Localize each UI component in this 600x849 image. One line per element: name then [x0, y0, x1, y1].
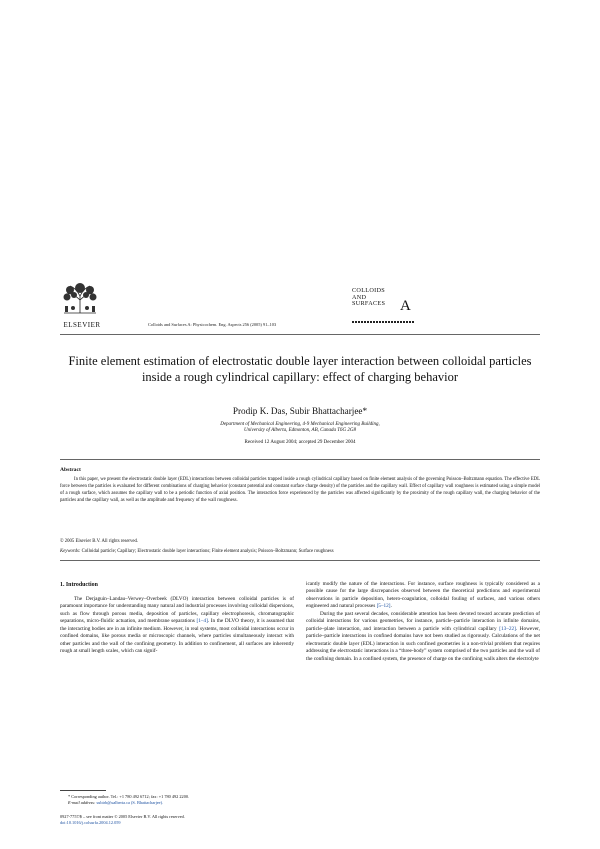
publisher-name: ELSEVIER	[63, 321, 101, 329]
keywords-text: Colloidal particle; Capillary; Electrostatic double layer interactions; Finite element analysis; Poisson–Boltzmann; Surface roughness	[81, 549, 334, 554]
footnote-line: * Corresponding author. Tel.: +1 780 492 6712; fax: +1 780 492 2200.	[68, 794, 190, 799]
journal-logo-line3: SURFACES	[352, 300, 386, 307]
abstract-heading: Abstract	[60, 467, 81, 473]
text-run: During the past several decades, considerable attention has been devoted toward accurate prediction of colloidal interactions for various geometries, for instance, particle–particle interaction in infinite domains, particle–plate interaction, and interaction between a particle with cylindrical capillary	[306, 610, 540, 632]
front-matter-line: 0927-7757/$ – see front matter © 2005 Elsevier B.V. All rights reserved.	[60, 814, 185, 819]
intro-paragraph-1-cont	[306, 581, 540, 611]
text-run: The Derjaguin–Landau–Verwey–Overbeek (DLVO) interaction between colloidal particles is of paramount importance for understanding many natural and industrial processes involving colloidal dispersions, such as flow through porous media, deposition of particles, capillary electrophoresis, chromatographic separations, micro-fluidic actuation, and membrane separations	[60, 596, 294, 625]
journal-logo	[352, 288, 414, 326]
email-link[interactable]: subirb@ualberta.ca (S. Bhattacharjee).	[96, 800, 164, 805]
doi-link[interactable]: doi:10.1016/j.colsurfa.2004.12.059	[60, 820, 121, 825]
citation-link[interactable]: [13–22]	[499, 625, 516, 632]
journal-logo-bar	[352, 321, 414, 323]
abstract-top-rule	[60, 459, 540, 460]
received-dates: Received 12 August 2004; accepted 29 December 2004	[244, 440, 356, 445]
affiliation-line-2: University of Alberta, Edmonton, AB, Canada T6G 2G8	[243, 428, 357, 434]
article-title: Finite element estimation of electrostatic double layer interaction between colloidal particles inside a rough cylindrical capillary: effect of charging behavior	[68, 354, 532, 384]
left-column	[60, 596, 294, 656]
citation-link[interactable]: [1–4]	[196, 618, 208, 625]
journal-logo-line2: AND	[352, 293, 367, 301]
email-label: E-mail address:	[68, 800, 96, 805]
text-run: .	[390, 603, 392, 610]
footnote-rule	[60, 790, 106, 791]
abstract-body: In this paper, we present the electrostatic double layer (EDL) interactions between colloidal particles trapped inside a rough cylindrical capillary based on finite element analysis of the governing Poisson–Boltzmann equation. The effective EDL force between the particles is evaluated for different combinations of charging behavior (constant potential and constant surface charge density) of the particles and the capillary wall. Effect of capillary wall roughness is estimated using a simple model of a rough surface, which assumes the capillary wall to be a periodic function of axial position. The interaction force experienced by the particles was affected significantly by the proximity of the rough capillary wall, the charging behavior of the particles and the capillary wall, as well as the amplitude and frequency of the wall roughness.	[60, 477, 540, 503]
right-column	[306, 581, 540, 663]
citation-link[interactable]: [5–12]	[376, 603, 391, 610]
keywords-label: Keywords:	[60, 549, 81, 554]
affiliation-line-1: Department of Mechanical Engineering, 4-9 Mechanical Engineering Building,	[220, 422, 380, 427]
header-rule	[60, 334, 540, 335]
corresponding-author-footnote	[60, 794, 294, 806]
journal-logo-line1: COLLOIDS	[352, 287, 385, 294]
author-affiliation	[60, 422, 540, 435]
abstract-bottom-rule	[60, 560, 540, 561]
elsevier-tree-icon	[60, 282, 100, 314]
text-run: icantly modify the nature of the interactions. For instance, surface roughness is typically considered as a possible cause for the large discrepancies observed between the theoretical predictions and experimental observations in particle deposition, hetero-coagulation, colloidal fouling of surfaces, and various others engineered and natural processes	[306, 581, 540, 610]
section-heading: 1. Introduction	[60, 582, 98, 588]
front-matter	[60, 814, 294, 826]
journal-citation: Colloids and Surfaces A: Physicochem. Eng. Aspects 256 (2005) 91–103	[148, 322, 277, 327]
publisher-logo	[60, 282, 104, 332]
keywords	[60, 549, 540, 554]
text-run: . However, particle–particle interactions in confined domains have not been studied as rigorously. Calculations of the net electrostatic double layer (EDL) interaction in such confined geometries is a non-trivial problem that requires addressing the electrostatic interactions in a “three-body” system comprised of the two particles and the wall of the confining domain. In a confined system, the presence of charge on the confining walls alters the electrolyte	[306, 625, 540, 662]
intro-paragraph-1	[60, 596, 294, 656]
text-run: . In the DLVO theory, it is assumed that the interacting bodies are in an infinite medium. However, in real systems, most colloidal interactions occur in confined domains, like porous media or microscopic channels, where particles simultaneously interact with other particles and the wall of the confining geometry. In addition to confinement, all surfaces are inherently rough at small length scales, which can signif-	[60, 618, 294, 655]
article-authors: Prodip K. Das, Subir Bhattacharjee*	[232, 406, 368, 416]
intro-paragraph-2	[306, 611, 540, 663]
journal-logo-letter: A	[400, 298, 411, 314]
footnote-email	[60, 800, 294, 806]
abstract-copyright: © 2005 Elsevier B.V. All rights reserved.	[60, 539, 139, 544]
